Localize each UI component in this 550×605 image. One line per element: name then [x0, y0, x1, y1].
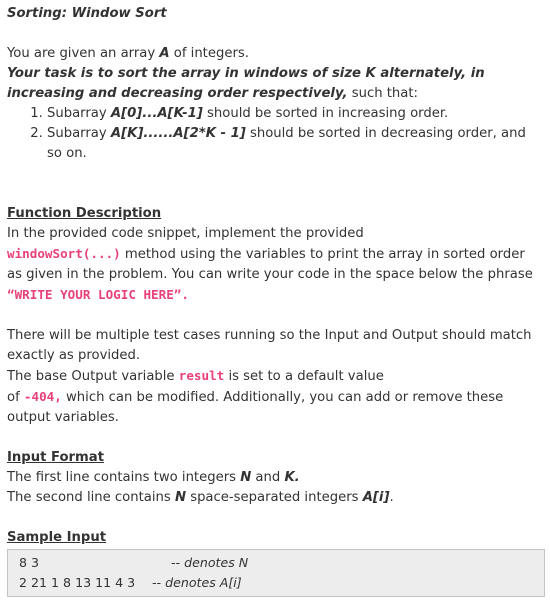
item-expr: A[K]......A[2*K - 1]	[110, 126, 246, 141]
input-format-heading: Input Format	[7, 450, 104, 465]
var-array: A[i]	[362, 490, 390, 505]
method-name-code: windowSort(...)	[7, 246, 121, 261]
result-var-code: result	[178, 368, 225, 383]
page-title: Sorting: Window Sort	[7, 6, 167, 21]
list-item	[47, 124, 543, 164]
function-description-p1	[7, 224, 543, 306]
fd-text: of	[7, 390, 24, 405]
item-suffix: should be sorted in decreasing order, and so on.	[47, 126, 526, 161]
if-text: The second line contains	[7, 490, 175, 505]
var-n: N	[240, 470, 252, 485]
var-k: K.	[284, 470, 300, 485]
item-expr: A[0]...A[K-1]	[110, 106, 203, 121]
function-description-p2: There will be multiple test cases running so the Input and Output should match exactly as provided.	[7, 328, 532, 363]
sample-input-heading: Sample Input	[7, 530, 107, 545]
if-text: The first line contains two integers	[7, 470, 241, 485]
intro-line	[7, 44, 543, 64]
task-rest: such that:	[347, 86, 418, 101]
function-description-p3	[7, 366, 543, 428]
if-text: and	[251, 470, 285, 485]
sample-row	[19, 553, 538, 573]
list-item	[47, 104, 543, 124]
item-prefix: Subarray	[47, 126, 111, 141]
sample-row	[19, 573, 538, 593]
sample-comment: -- denotes N	[171, 555, 249, 570]
fd-text: In the provided code snippet, implement the provided	[7, 226, 364, 241]
input-format-line1	[7, 468, 543, 488]
function-description-heading: Function Description	[7, 206, 162, 221]
fd-text: is set to a default value	[224, 369, 384, 384]
sample-input-box	[7, 549, 545, 597]
array-var: A	[159, 46, 170, 61]
fd-text: method using the variables to print the array in sorted order as given in the problem. You can write your code in the space below the phrase	[7, 247, 533, 282]
sample-value: 8 3	[19, 555, 40, 570]
item-suffix: should be sorted in increasing order.	[202, 106, 449, 121]
intro-text: You are given an array	[7, 46, 160, 61]
if-text: .	[389, 490, 394, 505]
task-statement	[7, 64, 543, 104]
logic-phrase: “WRITE YOUR LOGIC HERE”.	[7, 287, 189, 302]
requirements-list	[7, 104, 543, 164]
item-prefix: Subarray	[47, 106, 111, 121]
sample-value: 2 21 1 8 13 11 4 3	[19, 575, 136, 590]
fd-text: which can be modified. Additionally, you can add or remove these output variables.	[7, 390, 504, 425]
if-text: space-separated integers	[186, 490, 363, 505]
fd-text: The base Output variable	[7, 369, 179, 384]
default-value: -404,	[23, 389, 62, 404]
task-bold: Your task is to sort the array in windows of size K alternately, in increasing and decreasing order respectively,	[7, 66, 485, 101]
sample-comment: -- denotes A[i]	[152, 575, 242, 590]
input-format-line2	[7, 488, 543, 508]
var-n: N	[174, 490, 186, 505]
intro-text: of integers.	[169, 46, 249, 61]
